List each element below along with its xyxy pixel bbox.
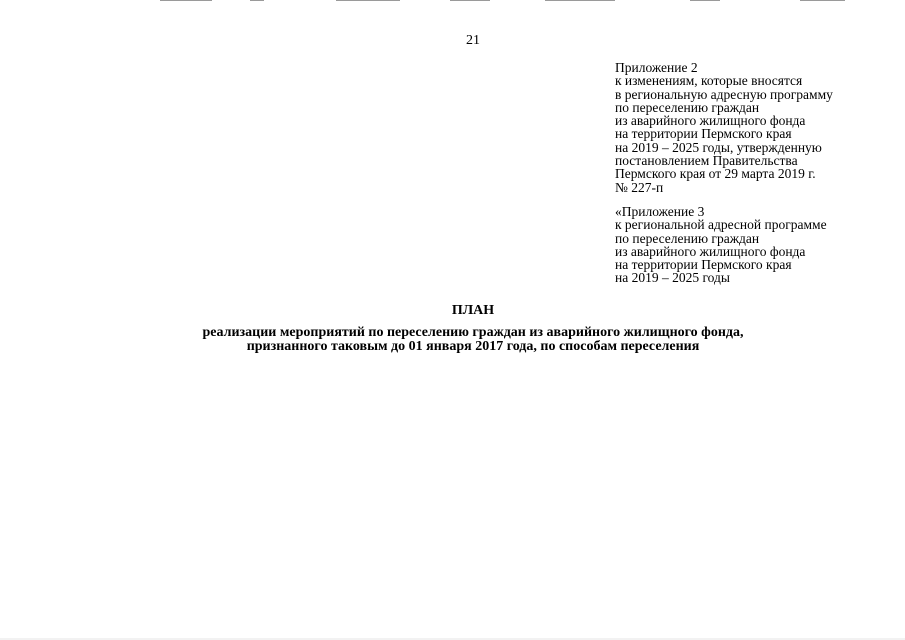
- annex-2-line: по переселению граждан: [615, 99, 760, 115]
- scan-edge-mark: [800, 0, 845, 1]
- annex-3-line: по переселению граждан: [615, 230, 760, 246]
- scan-edge-mark: [160, 0, 212, 1]
- annex-3-line: «Приложение 3: [615, 204, 705, 219]
- annex-2-line: Пермского края от 29 марта 2019 г.: [615, 166, 816, 182]
- scan-edge-mark: [250, 0, 264, 1]
- annex-3-line: на территории Пермского края: [615, 257, 792, 273]
- annex-3-line: к региональной адресной программе: [615, 217, 827, 233]
- scan-edge-mark: [336, 0, 400, 1]
- annex-2-line: на 2019 – 2025 годы, утвержденную: [615, 139, 822, 155]
- scan-edge-mark: [545, 0, 615, 1]
- annex-2-line: в региональную адресную программу: [615, 86, 833, 102]
- plan-subtitle-line: реализации мероприятий по переселению граждан из аварийного жилищного фонда,: [202, 325, 744, 340]
- annex-2-line: Приложение 2: [615, 60, 698, 75]
- top-scan-edge: [0, 0, 905, 2]
- annex-2-heading: [615, 61, 875, 194]
- plan-subtitle: [0, 326, 905, 354]
- annex-2-line: на территории Пермского края: [615, 126, 792, 142]
- scan-edge-mark: [690, 0, 720, 1]
- annex-2-line: к изменениям, которые вносятся: [615, 73, 803, 89]
- page-number: 21: [466, 33, 480, 48]
- scan-edge-mark: [450, 0, 490, 1]
- annex-3-line: на 2019 – 2025 годы: [615, 270, 730, 286]
- plan-title: ПЛАН: [451, 303, 495, 318]
- annex-2-line: из аварийного жилищного фонда: [615, 113, 806, 129]
- annex-3-line: из аварийного жилищного фонда: [615, 243, 806, 259]
- plan-subtitle-line: признанного таковым до 01 января 2017 года, по способам переселения: [246, 339, 700, 354]
- annex-3-heading: [615, 205, 875, 285]
- annex-2-line: постановлением Правительства: [615, 153, 798, 169]
- annex-2-line: № 227-п: [615, 179, 664, 195]
